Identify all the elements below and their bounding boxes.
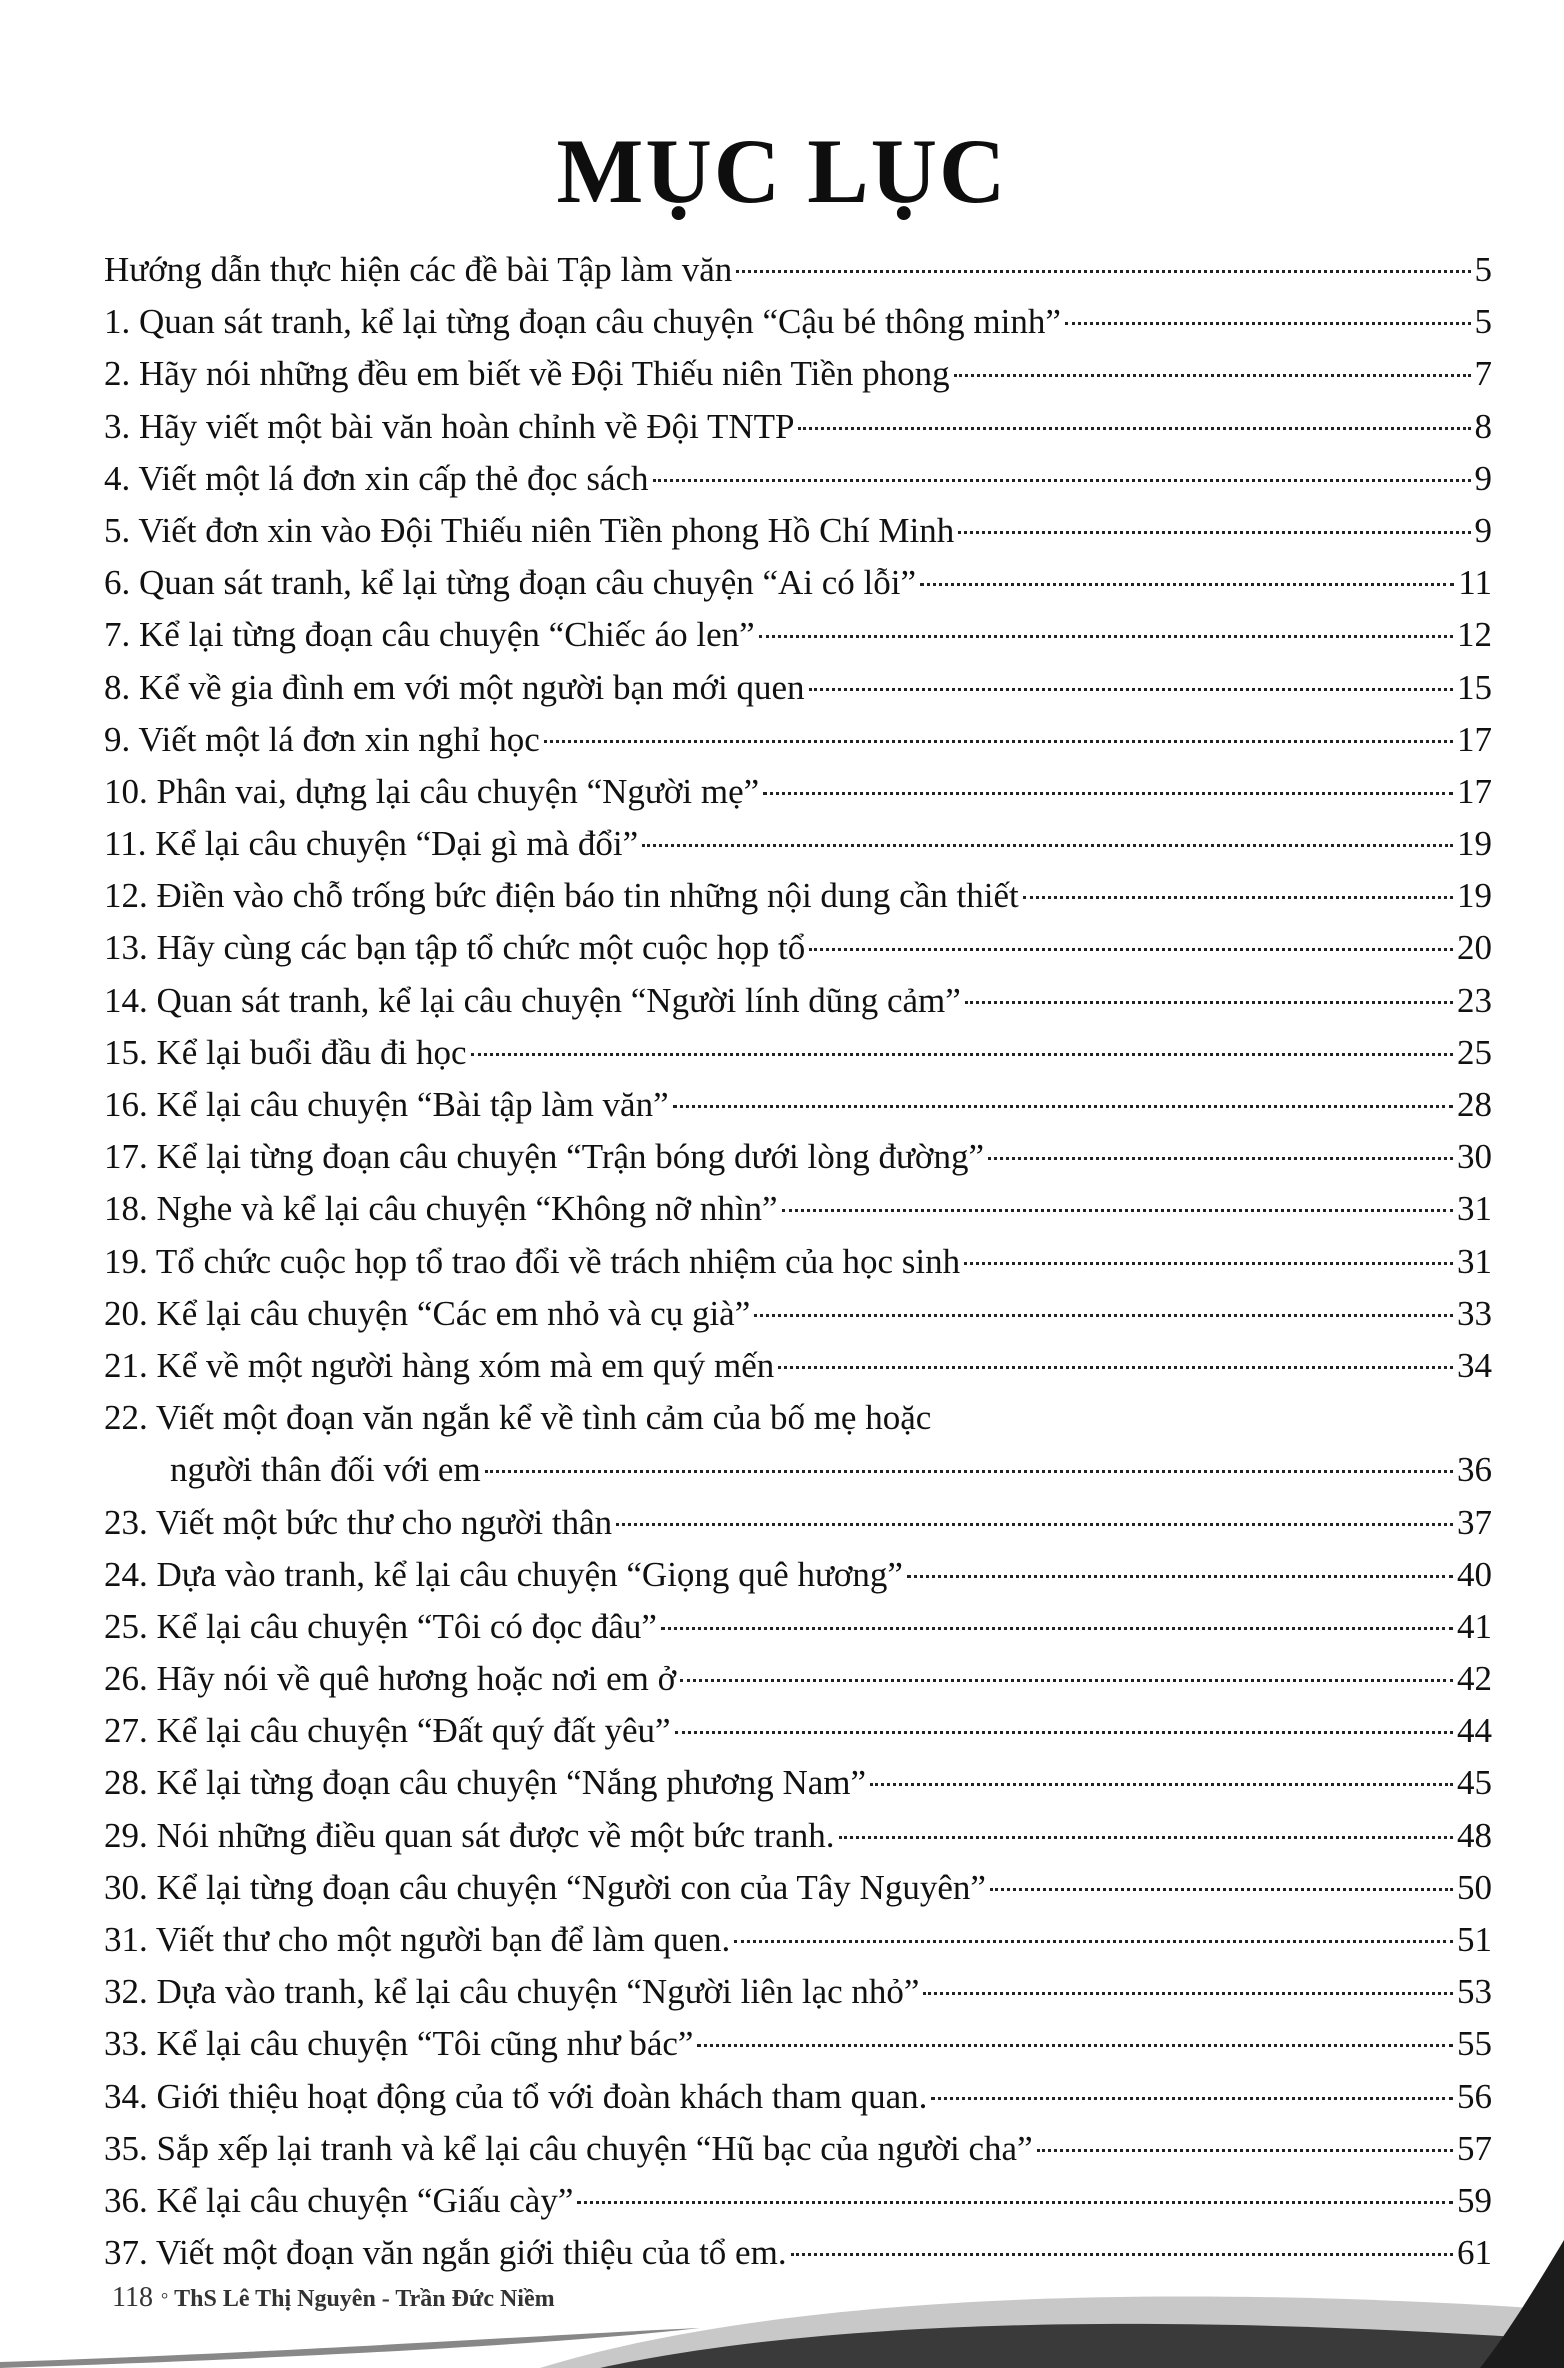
dot-leader bbox=[931, 2097, 1453, 2100]
toc-entry bbox=[104, 870, 1492, 922]
toc-entry bbox=[104, 2123, 1492, 2175]
toc-page-number: 44 bbox=[1457, 1711, 1492, 1751]
dot-leader bbox=[616, 1523, 1453, 1526]
toc-page-number: 7 bbox=[1474, 354, 1492, 394]
dot-leader bbox=[1023, 896, 1453, 899]
page-title: MỤC LỤC bbox=[556, 120, 1008, 222]
toc-entry-title: 6. Quan sát tranh, kể lại từng đoạn câu chuyện “Ai có lỗi” bbox=[104, 563, 917, 603]
toc-entry-line bbox=[104, 1444, 1492, 1496]
toc-entry-title: 24. Dựa vào tranh, kể lại câu chuyện “Giọng quê hương” bbox=[104, 1554, 903, 1594]
dot-leader bbox=[839, 1836, 1453, 1839]
toc-entry bbox=[104, 1757, 1492, 1809]
dot-leader bbox=[680, 1679, 1453, 1682]
toc-page-number: 5 bbox=[1474, 250, 1492, 289]
toc-page-number: 30 bbox=[1457, 1137, 1492, 1177]
dot-leader bbox=[471, 1053, 1453, 1056]
toc-entry bbox=[104, 975, 1492, 1027]
toc-entry bbox=[104, 1705, 1492, 1757]
toc-entry-title: 22. Viết một đoạn văn ngắn kể về tình cảm của bố mẹ hoặc bbox=[104, 1398, 932, 1438]
toc-entry-title: 32. Dựa vào tranh, kể lại câu chuyện “Người liên lạc nhỏ” bbox=[104, 1972, 920, 2012]
toc-page-number: 28 bbox=[1457, 1085, 1492, 1124]
dot-leader bbox=[754, 1314, 1453, 1317]
dot-leader bbox=[990, 1888, 1453, 1891]
dot-leader bbox=[734, 1940, 1453, 1943]
toc-entry-title: Hướng dẫn thực hiện các đề bài Tập làm văn bbox=[104, 250, 733, 289]
toc-entry bbox=[104, 2071, 1492, 2123]
dot-leader bbox=[782, 1209, 1453, 1212]
toc-entry-title: 21. Kể về một người hàng xóm mà em quý mến bbox=[104, 1345, 775, 1385]
toc-page-number: 17 bbox=[1457, 719, 1492, 759]
toc-page-number: 56 bbox=[1457, 2076, 1492, 2116]
toc-entry bbox=[104, 1131, 1492, 1183]
toc-entry bbox=[104, 714, 1492, 766]
toc-entry bbox=[104, 1810, 1492, 1862]
toc-entry-title: 14. Quan sát tranh, kể lại câu chuyện “Người lính dũng cảm” bbox=[104, 980, 961, 1020]
dot-leader bbox=[736, 270, 1470, 273]
toc-entry-title: 19. Tổ chức cuộc họp tổ trao đổi về trách nhiệm của học sinh bbox=[104, 1241, 961, 1281]
toc-entry bbox=[104, 1236, 1492, 1288]
toc-page-number: 59 bbox=[1457, 2180, 1492, 2220]
toc-entry-title: 8. Kể về gia đình em với một người bạn mới quen bbox=[104, 667, 805, 707]
dot-leader bbox=[697, 2044, 1453, 2047]
bullet-icon: ° bbox=[160, 2289, 169, 2310]
toc-entry-title: 33. Kể lại câu chuyện “Tôi cũng như bác” bbox=[104, 2024, 694, 2064]
toc-entry-title: 29. Nói những điều quan sát được về một bức tranh. bbox=[104, 1815, 835, 1855]
toc-entry bbox=[104, 1966, 1492, 2018]
toc-entry bbox=[104, 2018, 1492, 2070]
toc-page-number: 33 bbox=[1457, 1293, 1492, 1333]
dot-leader bbox=[1037, 2149, 1453, 2152]
toc-entry bbox=[104, 1862, 1492, 1914]
dot-leader bbox=[577, 2201, 1453, 2204]
footer-credit bbox=[112, 2282, 555, 2314]
dot-leader bbox=[1065, 322, 1471, 325]
toc-entry-title: 5. Viết đơn xin vào Đội Thiếu niên Tiền phong Hồ Chí Minh bbox=[104, 510, 955, 550]
toc-entry-title: 4. Viết một lá đơn xin cấp thẻ đọc sách bbox=[104, 458, 649, 498]
toc-entry bbox=[104, 662, 1492, 714]
toc-page-number: 42 bbox=[1457, 1659, 1492, 1699]
toc-entry bbox=[104, 401, 1492, 453]
toc-page-number: 12 bbox=[1457, 615, 1492, 655]
toc-entry bbox=[104, 296, 1492, 348]
toc-entry bbox=[104, 1288, 1492, 1340]
toc-page-number: 17 bbox=[1457, 771, 1492, 811]
toc-page-number: 48 bbox=[1457, 1815, 1492, 1855]
dot-leader bbox=[642, 844, 1453, 847]
dot-leader bbox=[923, 1992, 1453, 1995]
dot-leader bbox=[964, 1262, 1453, 1265]
toc-page-number: 11 bbox=[1458, 563, 1492, 603]
toc-entry-title: 35. Sắp xếp lại tranh và kể lại câu chuyện “Hũ bạc của người cha” bbox=[104, 2128, 1033, 2168]
toc-page-number: 9 bbox=[1474, 510, 1492, 550]
dot-leader bbox=[965, 1001, 1453, 1004]
toc-entry-title: 3. Hãy viết một bài văn hoàn chỉnh về Đội TNTP bbox=[104, 406, 795, 446]
toc-entry bbox=[104, 1183, 1492, 1235]
toc-entry-title: 23. Viết một bức thư cho người thân bbox=[104, 1502, 613, 1542]
dot-leader bbox=[653, 479, 1471, 482]
dot-leader bbox=[809, 948, 1453, 951]
toc-entry bbox=[104, 818, 1492, 870]
dot-leader bbox=[907, 1575, 1453, 1578]
toc-entry-title: 17. Kể lại từng đoạn câu chuyện “Trận bóng dưới lòng đường” bbox=[104, 1137, 984, 1177]
dot-leader bbox=[673, 1105, 1453, 1108]
toc-entry bbox=[104, 244, 1492, 296]
toc-page-number: 55 bbox=[1457, 2024, 1492, 2064]
dot-leader bbox=[675, 1731, 1453, 1734]
toc-entry bbox=[104, 2175, 1492, 2227]
dot-leader bbox=[988, 1157, 1453, 1160]
toc-page-number: 19 bbox=[1457, 824, 1492, 864]
toc-entry bbox=[104, 1392, 1492, 1496]
toc-entry bbox=[104, 922, 1492, 974]
toc-entry-title: 10. Phân vai, dựng lại câu chuyện “Người mẹ” bbox=[104, 771, 760, 811]
dot-leader bbox=[954, 374, 1471, 377]
author-credit: ThS Lê Thị Nguyên - Trần Đức Niềm bbox=[174, 2286, 555, 2312]
toc-page-number: 41 bbox=[1457, 1606, 1492, 1646]
toc-entry bbox=[104, 1340, 1492, 1392]
toc-entry bbox=[104, 1914, 1492, 1966]
dot-leader bbox=[870, 1783, 1453, 1786]
toc-page-number: 15 bbox=[1457, 667, 1492, 707]
toc-page-number: 19 bbox=[1457, 876, 1492, 916]
toc-page-number: 31 bbox=[1457, 1241, 1492, 1281]
toc-entry bbox=[104, 1601, 1492, 1653]
toc-page-number: 31 bbox=[1457, 1189, 1492, 1229]
toc-entry bbox=[104, 348, 1492, 400]
toc-page-number: 25 bbox=[1457, 1032, 1492, 1072]
toc-page-number: 61 bbox=[1457, 2233, 1492, 2273]
toc-page-number: 5 bbox=[1474, 302, 1492, 342]
toc-entry-title: 26. Hãy nói về quê hương hoặc nơi em ở bbox=[104, 1659, 677, 1699]
toc-page-number: 8 bbox=[1474, 406, 1492, 446]
toc-entry-title: 31. Viết thư cho một người bạn để làm quen. bbox=[104, 1920, 731, 1960]
toc-entry-title: 20. Kể lại câu chuyện “Các em nhỏ và cụ già” bbox=[104, 1293, 751, 1333]
toc-page-number: 37 bbox=[1457, 1502, 1492, 1542]
toc-entry-title-continued: người thân đối với em bbox=[170, 1450, 481, 1490]
toc-page-number: 57 bbox=[1457, 2128, 1492, 2168]
toc-entry-title: 1. Quan sát tranh, kể lại từng đoạn câu chuyện “Cậu bé thông minh” bbox=[104, 302, 1061, 342]
toc-entry bbox=[104, 505, 1492, 557]
toc-page-number: 53 bbox=[1457, 1972, 1492, 2012]
toc-entry-title: 2. Hãy nói những đều em biết về Đội Thiếu niên Tiền phong bbox=[104, 354, 950, 394]
dot-leader bbox=[920, 583, 1454, 586]
dot-leader bbox=[759, 635, 1453, 638]
toc-entry-title: 36. Kể lại câu chuyện “Giấu cày” bbox=[104, 2180, 574, 2220]
toc-page-number: 20 bbox=[1457, 928, 1492, 968]
dot-leader bbox=[544, 740, 1453, 743]
toc-entry-title: 13. Hãy cùng các bạn tập tổ chức một cuộc họp tổ bbox=[104, 928, 806, 968]
toc-entry-title: 9. Viết một lá đơn xin nghỉ học bbox=[104, 719, 540, 759]
toc-entry bbox=[104, 1549, 1492, 1601]
toc-page-number: 36 bbox=[1457, 1450, 1492, 1490]
toc-page-number: 45 bbox=[1457, 1763, 1492, 1803]
table-of-contents bbox=[104, 244, 1492, 2279]
toc-entry bbox=[104, 557, 1492, 609]
toc-entry-title: 37. Viết một đoạn văn ngắn giới thiệu của tổ em. bbox=[104, 2233, 787, 2273]
dot-leader bbox=[778, 1366, 1453, 1369]
toc-page-number: 40 bbox=[1457, 1554, 1492, 1594]
dot-leader bbox=[485, 1470, 1453, 1473]
toc-page-number: 34 bbox=[1457, 1345, 1492, 1385]
page-number: 118 bbox=[112, 2282, 153, 2313]
toc-entry-title: 12. Điền vào chỗ trống bức điện báo tin những nội dung cần thiết bbox=[104, 876, 1019, 916]
dot-leader bbox=[798, 427, 1470, 430]
toc-entry bbox=[104, 1653, 1492, 1705]
toc-entry bbox=[104, 1497, 1492, 1549]
toc-entry-title: 30. Kể lại từng đoạn câu chuyện “Người con của Tây Nguyên” bbox=[104, 1867, 986, 1907]
toc-entry bbox=[104, 1079, 1492, 1131]
dot-leader bbox=[958, 531, 1470, 534]
dot-leader bbox=[763, 792, 1453, 795]
toc-page-number: 9 bbox=[1474, 458, 1492, 498]
toc-entry bbox=[104, 609, 1492, 661]
toc-entry bbox=[104, 453, 1492, 505]
toc-entry-title: 11. Kể lại câu chuyện “Dại gì mà đổi” bbox=[104, 824, 639, 864]
dot-leader bbox=[809, 688, 1454, 691]
toc-entry-title: 27. Kể lại câu chuyện “Đất quý đất yêu” bbox=[104, 1711, 671, 1751]
toc-page-number: 51 bbox=[1457, 1920, 1492, 1960]
toc-entry-title: 34. Giới thiệu hoạt động của tổ với đoàn khách tham quan. bbox=[104, 2076, 928, 2116]
toc-entry-title: 15. Kể lại buổi đầu đi học bbox=[104, 1032, 467, 1072]
toc-entry-title: 16. Kể lại câu chuyện “Bài tập làm văn” bbox=[104, 1085, 669, 1124]
toc-page-number: 50 bbox=[1457, 1867, 1492, 1907]
toc-entry-title: 18. Nghe và kể lại câu chuyện “Không nỡ nhìn” bbox=[104, 1189, 778, 1229]
toc-entry-title: 28. Kể lại từng đoạn câu chuyện “Nắng phương Nam” bbox=[104, 1763, 867, 1803]
toc-entry-title: 7. Kể lại từng đoạn câu chuyện “Chiếc áo len” bbox=[104, 615, 755, 655]
dot-leader bbox=[661, 1627, 1453, 1630]
toc-entry-title: 25. Kể lại câu chuyện “Tôi có đọc đâu” bbox=[104, 1606, 657, 1646]
toc-entry bbox=[104, 1027, 1492, 1079]
toc-entry bbox=[104, 766, 1492, 818]
toc-page-number: 23 bbox=[1457, 980, 1492, 1020]
